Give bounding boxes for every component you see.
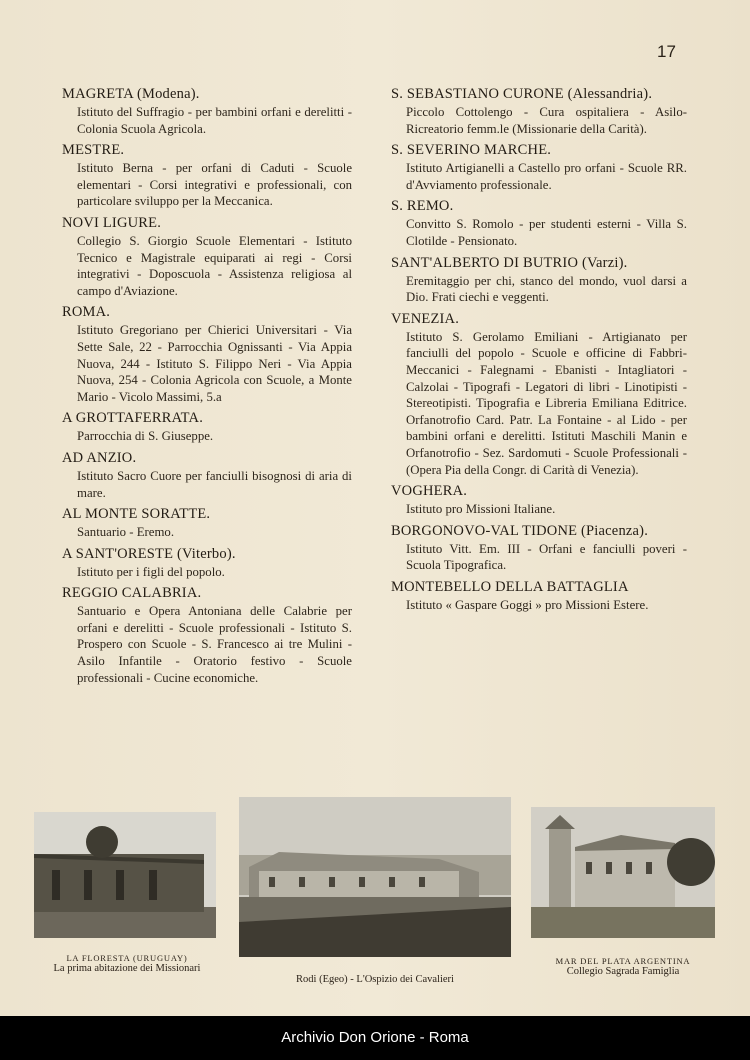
entry-heading: VOGHERA. (391, 483, 468, 500)
list-item (62, 303, 352, 405)
entry-text: Convitto S. Romolo - per studenti esterni - Villa S. Clotilde - Pensionato. (406, 217, 687, 248)
list-item (391, 522, 687, 574)
entry-text: Istituto pro Missioni Italiane. (406, 502, 556, 517)
left-column (62, 85, 352, 690)
photo-caption-right (531, 956, 715, 977)
list-item (62, 214, 352, 299)
entry-text: Istituto del Suffragio - per bambini orfani e derelitti - Colonia Scuola Agricola. (77, 105, 352, 136)
list-item (391, 254, 687, 306)
entry-text: Eremitaggio per chi, stanco del mondo, vuol darsi a Dio. Frati ciechi e veggenti. (406, 273, 687, 305)
page-number: 17 (657, 42, 676, 61)
entry-text: Istituto Sacro Cuore per fanciulli bisognosi di aria di mare. (77, 468, 352, 500)
entry-heading: ROMA. (62, 304, 111, 321)
entry-text: Istituto Gregoriano per Chierici Universitari - Via Sette Sale, 22 - Parrocchia Ognissanti - Via Appia Nuova, 244 - Istituto S. Filippo Neri - Via Appia Nuova, 254 - Colonia Agricola con Scuole, a Monte Mario - Vicolo Massimi, 5.a (77, 323, 352, 404)
list-item (62, 584, 352, 686)
entry-heading: S. REMO. (391, 198, 454, 215)
photo-rodi (239, 797, 511, 957)
entry-text: Istituto Artigianelli a Castello pro orfani - Scuole RR. d'Avviamento professionale. (406, 161, 687, 192)
entry-text: Istituto Berna - per orfani di Caduti - Scuole elementari - Corsi integrativi e professionali, con particolare sviluppo per la Meccanica. (77, 161, 352, 209)
entry-text: Istituto S. Gerolamo Emiliani - Artigianato per fanciulli del popolo - Scuole e officine di Fabbri-Meccanici - Falegnami - Ebanisti - Intagliatori - Calzolai - Tipografi - Legatori di libri - Linotipisti - Stereotipisti. Tipografia e Libreria Emiliana Editrice. Orfanotrofio Card. Patr. La Fontaine - al Lido - per bambini orfani e derelitti. Istituti Maschili Manin e Orfanotrofio - Sez. Sardomuti - Scuole Professionali - (Opera Pia della Congr. di Carità di Venezia). (406, 329, 687, 477)
photo-la-floresta (34, 812, 216, 938)
right-column (391, 85, 687, 617)
entry-text: Istituto Vitt. Em. III - Orfani e fanciulli poveri - Scuola Tipografica. (406, 541, 687, 573)
list-item (62, 409, 352, 445)
list-item (391, 310, 687, 478)
list-item (391, 197, 687, 249)
entry-heading: MONTEBELLO DELLA BATTAGLIA (391, 578, 629, 595)
entry-heading: VENEZIA. (391, 310, 460, 327)
entry-text: Istituto per i figli del popolo. (77, 564, 225, 579)
entry-heading: S. SEBASTIANO CURONE (Alessandria). (391, 86, 653, 102)
photo-caption: La prima abitazione dei Missionari (53, 963, 201, 974)
entry-heading: MESTRE. (62, 142, 125, 159)
list-item (62, 85, 352, 137)
entry-heading: A SANT'ORESTE (Viterbo). (62, 545, 236, 562)
entry-text: Collegio S. Giorgio Scuole Elementari - Istituto Tecnico e Magistrale equiparati ai regi - Corsi integrativi - Doposcuola - Assistenza religiosa al campo d'Aviazione. (77, 233, 352, 298)
entry-heading: NOVI LIGURE. (62, 214, 162, 231)
list-item (391, 85, 687, 137)
list-item (62, 141, 352, 210)
entry-heading: AL MONTE SORATTE. (62, 506, 211, 523)
entry-text: Santuario - Eremo. (77, 525, 175, 540)
entry-heading: A GROTTAFERRATA. (62, 410, 204, 427)
photo-caption: Collegio Sagrada Famiglia (566, 966, 680, 977)
archive-footer: Archivio Don Orione - Roma (0, 1016, 750, 1049)
photo-mar-del-plata (531, 807, 715, 938)
list-item (391, 482, 687, 518)
photo-caption-center (239, 974, 511, 985)
list-item (391, 578, 687, 614)
entry-heading: MAGRETA (Modena). (62, 86, 200, 102)
list-item (391, 141, 687, 193)
entry-heading: AD ANZIO. (62, 449, 137, 466)
photo-place: LA FLORESTA (URUGUAY) (66, 953, 188, 963)
entry-heading: REGGIO CALABRIA. (62, 585, 202, 602)
entry-heading: S. SEVERINO MARCHE. (391, 142, 552, 159)
photo-caption-left (34, 953, 220, 974)
list-item (62, 505, 352, 541)
entry-text: Piccolo Cottolengo - Cura ospitaliera - Asilo- Ricreatorio femm.le (Missionarie della Carità). (406, 105, 687, 136)
entry-heading: BORGONOVO-VAL TIDONE (Piacenza). (391, 522, 649, 539)
list-item (62, 449, 352, 501)
photo-place: MAR DEL PLATA ARGENTINA (555, 956, 691, 966)
photo-caption: Rodi (Egeo) - L'Ospizio dei Cavalieri (296, 974, 454, 985)
entry-text: Istituto « Gaspare Goggi » pro Missioni Estere. (406, 597, 649, 612)
entry-heading: SANT'ALBERTO DI BUTRIO (Varzi). (391, 254, 628, 271)
entry-text: Santuario e Opera Antoniana delle Calabrie per orfani e derelitti - Scuole professionali - Istituto S. Prospero con Scuole - S. Francesco ai tre Mulini - Asilo Infantile - Oratorio festivo - Scuole professionali - Cucine economiche. (77, 604, 352, 685)
entry-text: Parrocchia di S. Giuseppe. (77, 429, 214, 444)
list-item (62, 545, 352, 581)
